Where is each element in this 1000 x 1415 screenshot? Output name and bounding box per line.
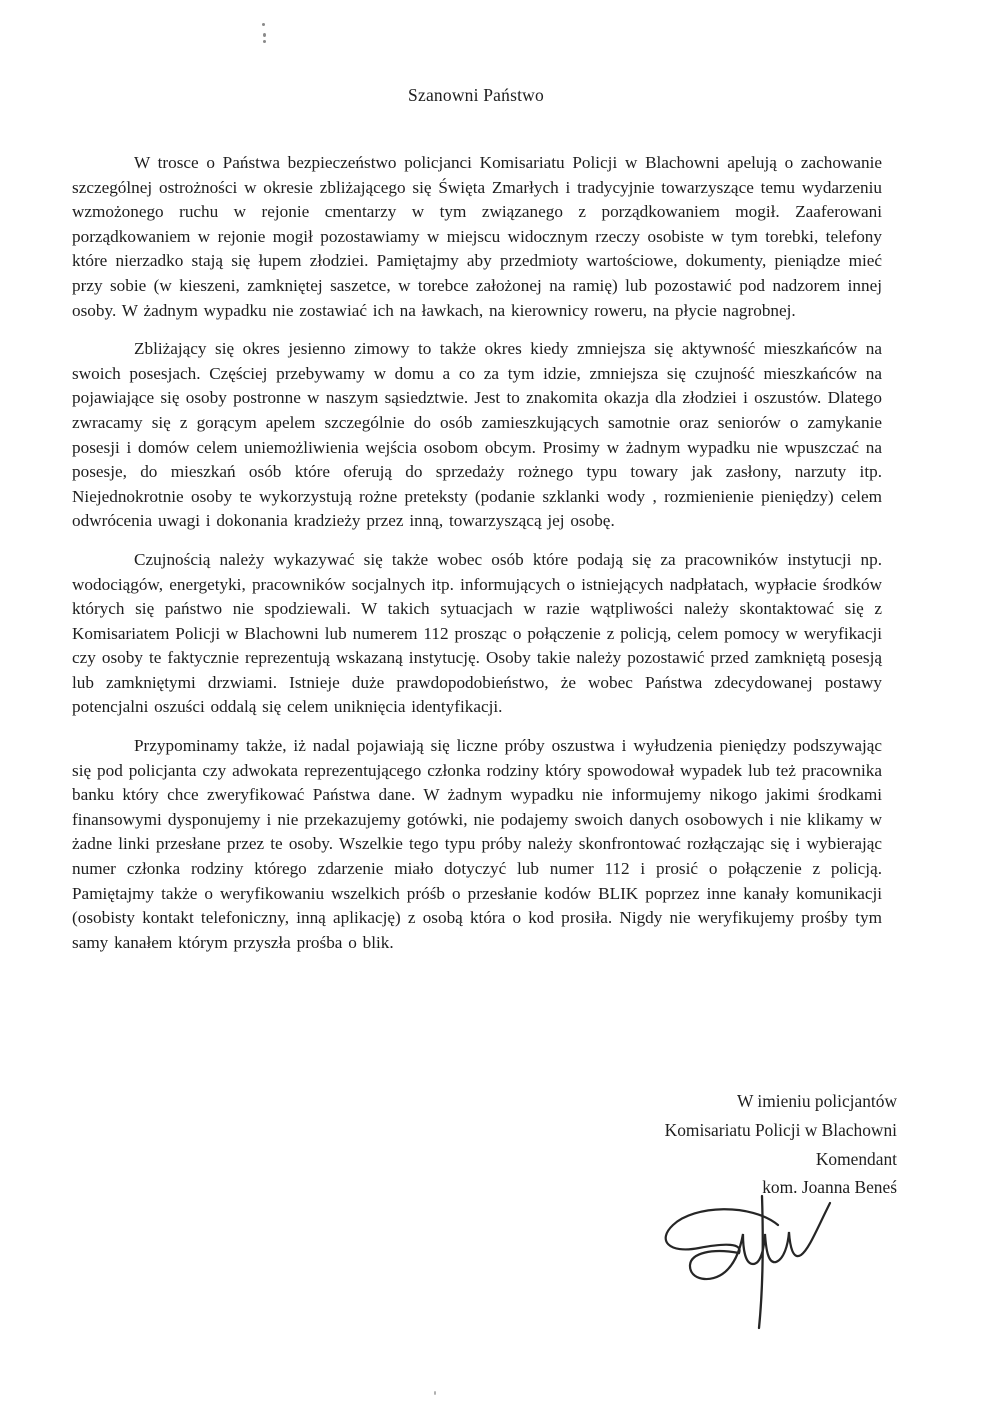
scan-speck — [262, 23, 265, 26]
scan-speck — [434, 1391, 436, 1395]
signature-line-station: Komisariatu Policji w Blachowni — [664, 1119, 897, 1140]
letter-body — [72, 151, 882, 969]
scan-speck — [263, 33, 266, 37]
paragraph-autumn-winter-vigilance: Zbliżający się okres jesienno zimowy to także okres kiedy zmniejsza się aktywność mieszkańców na swoich posesjach. Częściej przebywamy w domu a co za tym idzie, zmniejsza się czujność mieszkańców na pojawiające się osoby postronne w naszym sąsiedztwie. Jest to znakomita okazja dla złodziei i oszustów. Dlatego zwracamy się z gorącym apelem szczególnie do osób zamieszkujących samotnie oraz seniorów o zamykanie posesji i domów celem uniemożliwienia wejścia osobom obcym. Prosimy w żadnym wypadku nie wpuszczać na posesje, do mieszkań osób które oferują do sprzedaży rożnego typu towary jak zasłony, narzuty itp. Niejednokrotnie osoby te wykorzystują rożne preteksty (podanie szklanki wody , rozmienienie pieniędzy) celem odwrócenia uwagi i dokonania kradzieży przez inną, towarzyszącą jej osobę. — [72, 339, 882, 531]
scan-speck — [263, 40, 266, 43]
paragraph-phone-scams-blik: Przypominamy także, iż nadal pojawiają się liczne próby oszustwa i wyłudzenia pieniędzy podszywając się pod policjanta czy adwokata reprezentującego członka rodziny który spowodował wypadek lub też pracownika banku który chce zweryfikować Państwa dane. W żadnym wypadku nie informujemy nikogo jakimi środkami finansowymi dysponujemy i nie przekazujemy gotówki, nie podajemy swoich danych osobowych i nie klikamy w żadne linki przesłane przez te osoby. Wszelkie tego typu próby należy skonfrontować rozłączając się i wybierając numer członka rodziny którego zdarzenie miało dotyczyć lub numer 112 i prosić o połączenie z policją. Pamiętajmy także o weryfikowaniu wszelkich próśb o przesłanie kodów BLIK poprzez inne kanały komunikacji (osobisty kontakt telefoniczny, inną aplikację) z osobą która o kod prosiła. Nigdy nie weryfikujemy prośby tym samy kanałem którym przyszła prośba o blik. — [72, 736, 882, 952]
signature-line-name: kom. Joanna Beneś — [762, 1177, 897, 1198]
signature-line-on-behalf: W imieniu policjantów — [736, 1091, 897, 1111]
signature-block — [665, 1087, 897, 1202]
salutation: Szanowni Państwo — [408, 85, 544, 105]
paragraph-fake-officials: Czujnością należy wykazywać się także wobec osób które podają się za pracowników instytucji np. wodociągów, energetyki, pracowników socjalnych itp. informujących o istniejących nadpłatach, wypłacie środków których się państwo nie spodziewali. W takich sytuacjach w razie wątpliwości należy skontaktować się z Komisariatem Policji w Blachowni lub numerem 112 prosząc o połączenie z policją, celem pomocy w weryfikacji czy osoby te faktycznie reprezentują wskazaną instytucję. Osoby takie należy pozostawić przed zamkniętą posesją lub zamkniętymi drzwiami. Istnieje duże prawdopodobieństwo, że wobec Państwa zdecydowanej postawy potencjalni oszuści oddalą się celem uniknięcia identyfikacji. — [72, 549, 882, 717]
handwritten-signature-icon — [646, 1193, 861, 1331]
signature-line-rank-title: Komendant — [815, 1148, 897, 1169]
paragraph-safety-cemeteries: W trosce o Państwa bezpieczeństwo policjanci Komisariatu Policji w Blachowni apelują o zachowanie szczególnej ostrożności w okresie zbliżającego się Święta Zmarłych i tradycyjnie towarzyszące temu wydarzeniu wzmożonego ruchu w rejonie cmentarzy w tym związanego z porządkowaniem mogił. Zaaferowani porządkowaniem w rejonie mogił pozostawiamy w miejscu widocznym rzeczy osobiste w tym torebki, telefony które nierzadko stają się łupem złodziei. Pamiętajmy aby przedmioty wartościowe, dokumenty, pieniądze mieć przy sobie (w kieszeni, zamkniętej saszetce, w torebce założonej na ramię) lub pozostawić pod nadzorem innej osoby. W żadnym wypadku nie zostawiać ich na ławkach, na kierownicy roweru, na płycie nagrobnej. — [72, 153, 882, 320]
